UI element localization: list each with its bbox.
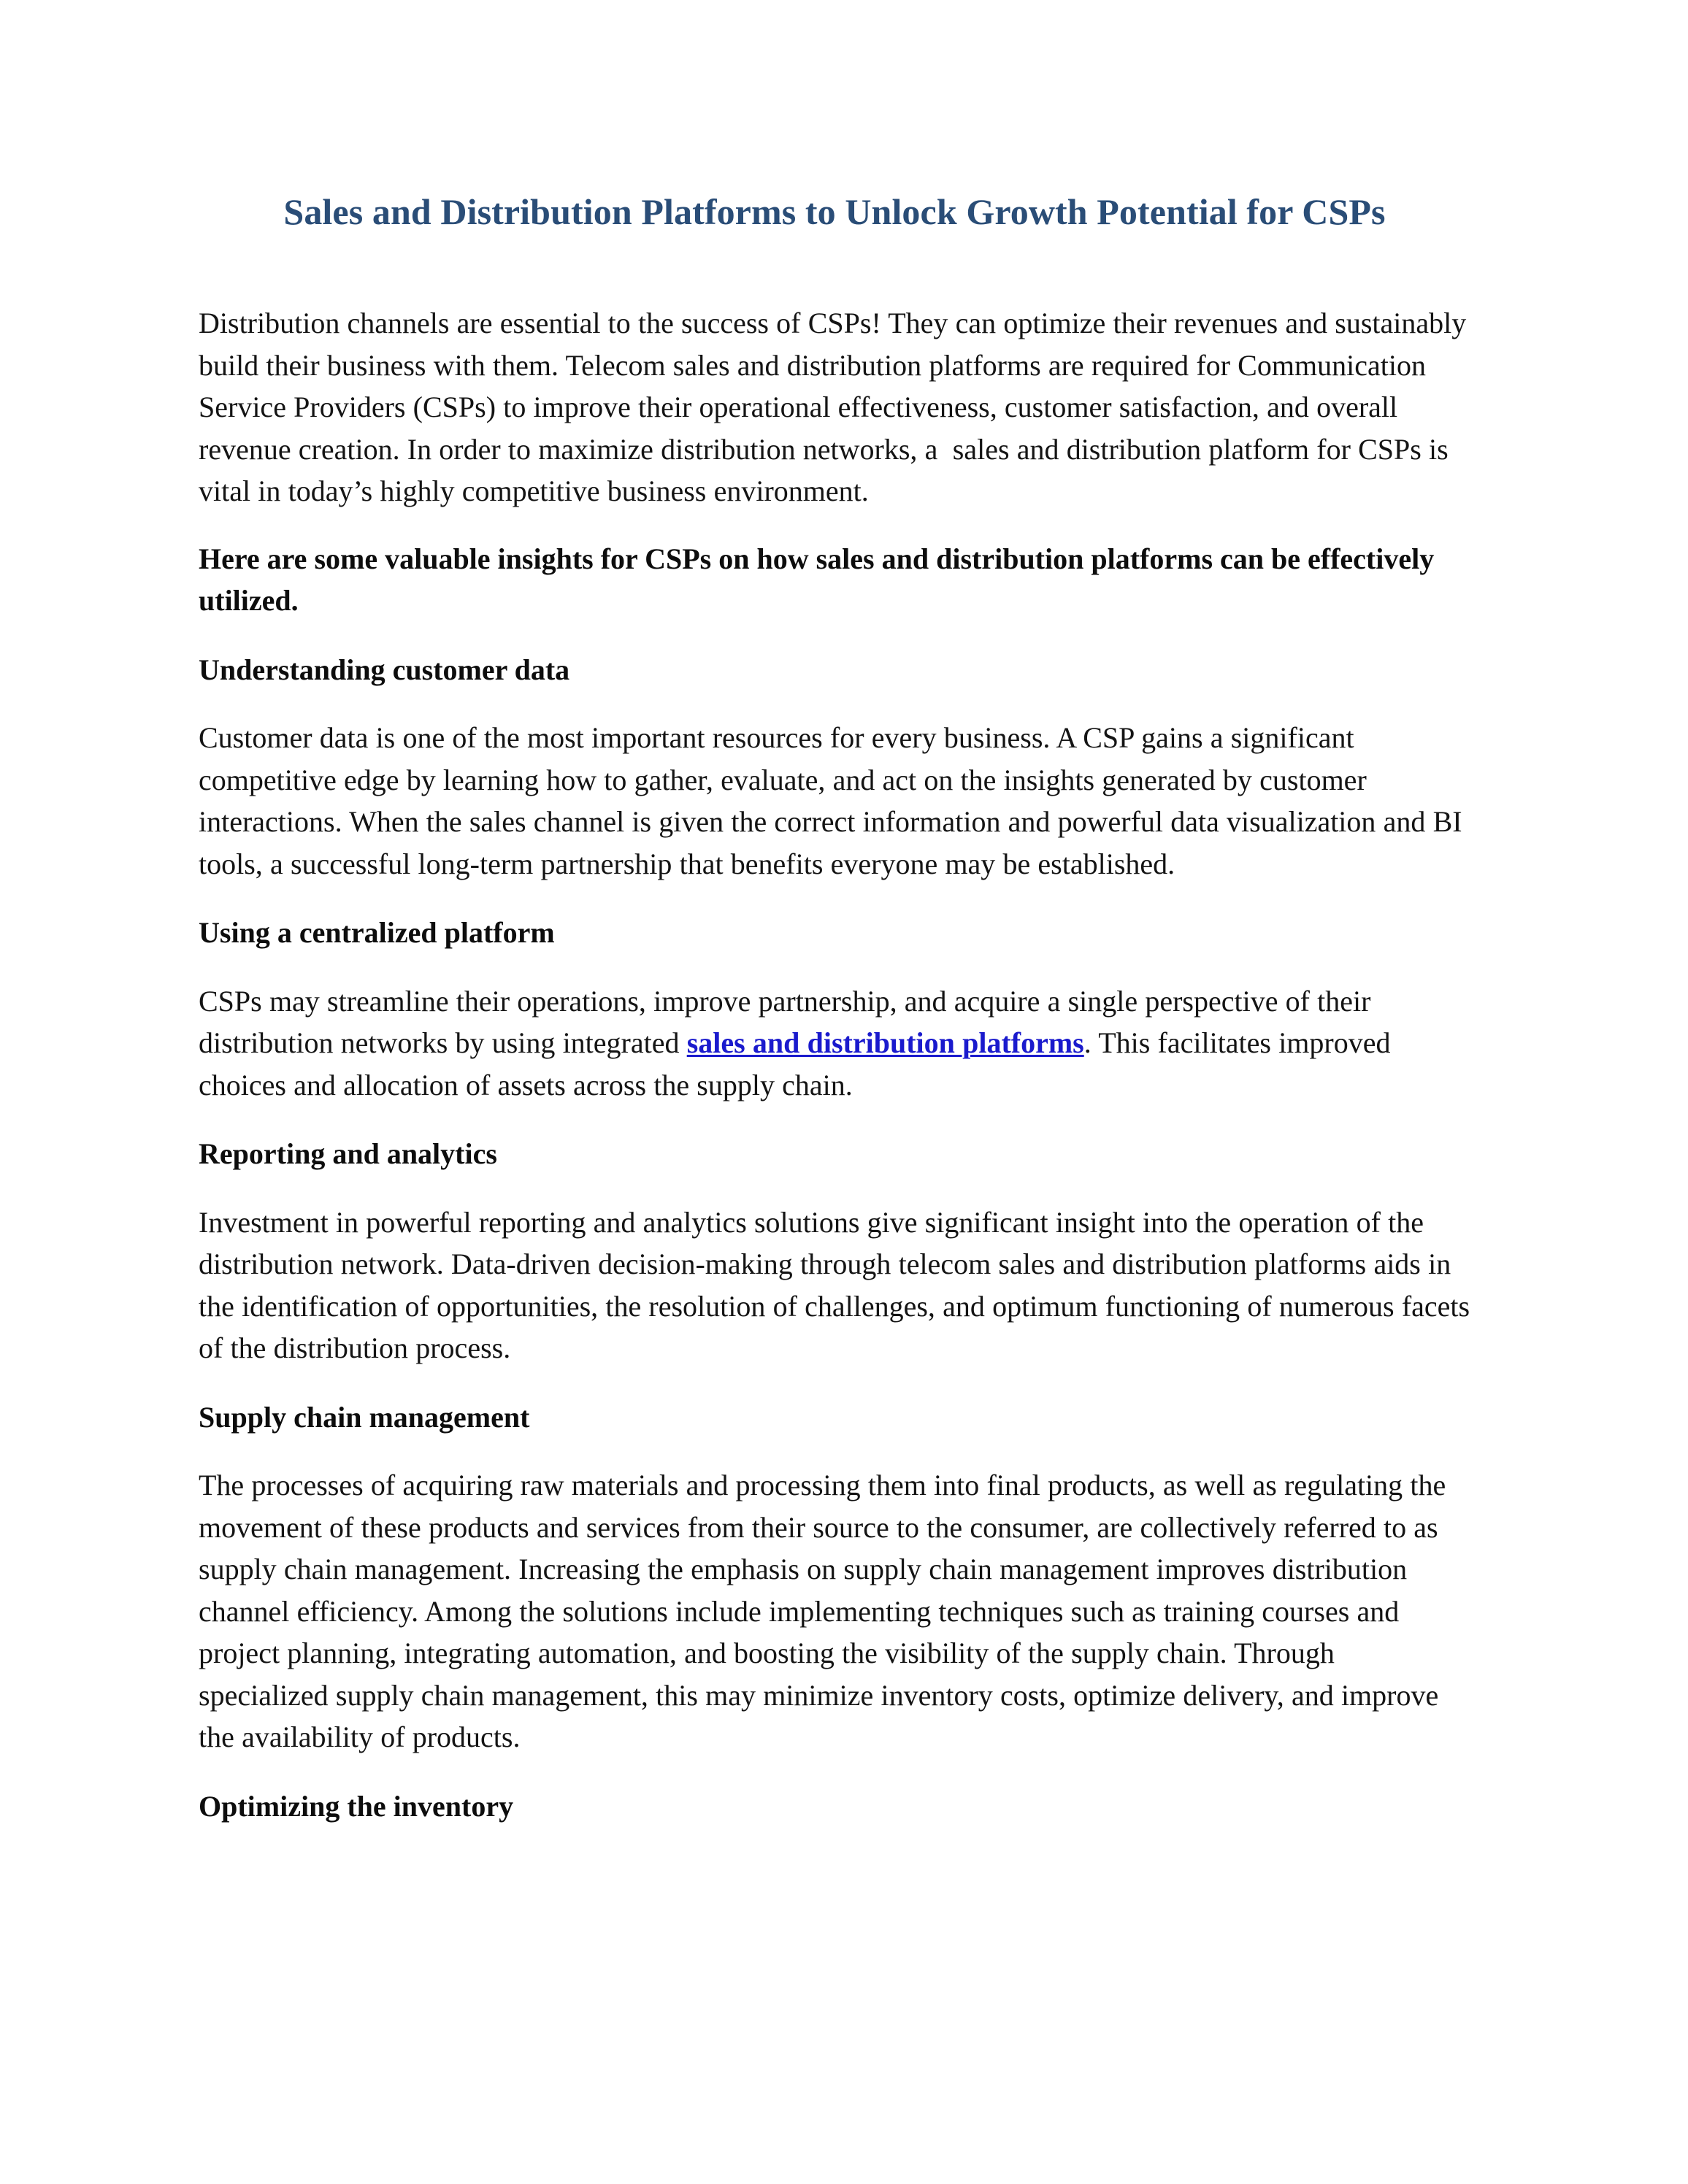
paragraph-understanding-customer-data: Customer data is one of the most important resources for every business. A CSP gains a significant competitive edge by learning how to gather, evaluate, and act on the insights generated by customer interactions. When the sales channel is given the correct information and powerful data visualization and BI tools, a successful long-term partnership that benefits everyone may be established. — [199, 721, 1470, 880]
heading-spacer — [199, 885, 1470, 912]
sales-and-distribution-platforms-link[interactable]: sales and distribution platforms — [686, 1026, 1084, 1059]
heading-spacer — [199, 954, 1470, 980]
heading-spacer — [199, 1369, 1470, 1396]
page-title: Sales and Distribution Platforms to Unlock Growth Potential for CSPs — [283, 191, 1386, 232]
lead-in-paragraph: Here are some valuable insights for CSPs on how sales and distribution platforms can be effectively utilized. — [199, 542, 1442, 617]
intro-paragraph: Distribution channels are essential to the success of CSPs! They can optimize their revenues and sustainably build their business with them. Telecom sales and distribution platforms are required for Communication Service Providers (CSPs) to improve their operational effectiveness, customer satisfaction, and overall revenue creation. In order to maximize distribution networks, a sales and distribution platform for CSPs is vital in today’s highly competitive business environment. — [199, 307, 1474, 507]
heading-understanding-customer-data: Understanding customer data — [199, 653, 570, 686]
heading-spacer — [199, 1438, 1470, 1464]
heading-reporting-and-analytics: Reporting and analytics — [199, 1137, 497, 1170]
heading-using-centralized-platform: Using a centralized platform — [199, 916, 555, 949]
document-content-column — [199, 0, 1478, 1827]
paragraph-text-after-link: . This facilitates improved choices and allocation of assets across the supply chain. — [199, 1026, 1398, 1101]
heading-optimizing-the-inventory: Optimizing the inventory — [199, 1789, 514, 1823]
heading-supply-chain-management: Supply chain management — [199, 1400, 530, 1434]
heading-spacer — [199, 1758, 1470, 1785]
paragraph-text-before-link: CSPs may streamline their operations, improve partnership, and acquire a single perspective of their distribution networks by using integrated — [199, 984, 1378, 1059]
paragraph-spacer — [199, 512, 1470, 538]
paragraph-supply-chain-management: The processes of acquiring raw materials and processing them into final products, as well as regulating the movement of these products and services from their source to the consumer, are collectively referred to as supply chain management. Increasing the emphasis on supply chain management improves distribution channel efficiency. Among the solutions include implementing techniques such as training courses and project planning, integrating automation, and boosting the visibility of the supply chain. Through specialized supply chain management, this may minimize inventory costs, optimize delivery, and improve the availability of products. — [199, 1469, 1454, 1753]
heading-spacer — [199, 691, 1470, 717]
heading-spacer — [199, 622, 1470, 649]
paragraph-reporting-and-analytics: Investment in powerful reporting and analytics solutions give significant insight into the operation of the distribution network. Data-driven decision-making through telecom sales and distribution platforms aids in the identification of opportunities, the resolution of challenges, and optimum functioning of numerous facets of the distribution process. — [199, 1205, 1478, 1364]
heading-spacer — [199, 1175, 1470, 1201]
heading-spacer — [199, 1106, 1470, 1133]
paragraph-using-centralized-platform — [199, 980, 1470, 1107]
spacer-after-title — [199, 234, 1470, 302]
